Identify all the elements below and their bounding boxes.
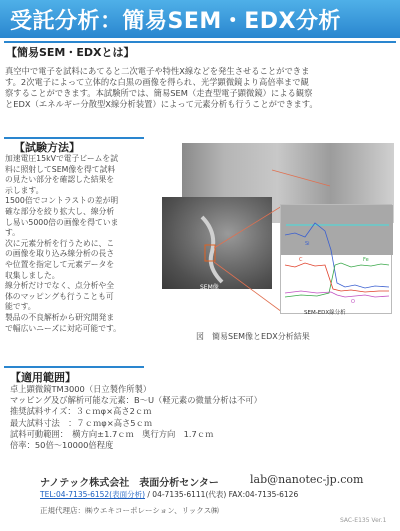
edx-image-strip (281, 205, 393, 255)
scope-line: 試料可動範囲： 横方向±1.7ｃｍ 奥行方向 1.7ｃｍ (10, 428, 214, 439)
method-line: で幅広いニーズに対応可能です。 (5, 323, 121, 333)
tel-fax-text: / 04-7135-6111(代表) FAX:04-7135-6126 (145, 490, 299, 499)
edx-plot (281, 205, 393, 315)
section1-title: 【簡易SEM・EDXとは】 (6, 46, 135, 59)
method-line: の見たい部分を確認した結果を (5, 175, 115, 185)
edx-label-si: Si (305, 241, 310, 247)
edx-label-fe: Fe (363, 257, 369, 263)
sem-label: SEM像 (200, 284, 219, 291)
tel-link[interactable]: TEL:04-7135-6152(表面分析) (40, 490, 146, 499)
contact-line (40, 489, 298, 500)
method-line: 製品の不良解析から研究開発ま (5, 312, 115, 322)
method-line: 示します。 (5, 185, 44, 195)
scope-line: 推奨試料サイズ：３ｃｍφ×高さ2ｃｍ (10, 406, 152, 417)
scope-line: 最大試料寸法 ：７ｃｍφ×高さ5ｃｍ (10, 417, 153, 428)
edx-series-o (285, 291, 389, 297)
method-line: 体のマッピングも行うことも可 (5, 291, 114, 301)
edx-series-c (285, 263, 389, 292)
method-line: 線分析だけでなく、点分析や全 (5, 281, 114, 291)
method-line: や位置を指定して元素データを (5, 259, 115, 269)
intro-line: 真空中で電子を試料にあてると二次電子や特性X線などを発生させることができま (5, 66, 310, 76)
connector-line (214, 206, 282, 248)
method-line: 1500倍でコントラストの差が明 (5, 196, 119, 206)
edx-label-o: O (351, 299, 355, 305)
intro-line: とEDX（エネルギー分散型X線分析装置）によって元素分析も行うことができます。 (5, 99, 318, 109)
section2-title: 【試験方法】 (14, 141, 80, 154)
figure-caption: 図 簡易SEM像とEDX分析結果 (196, 332, 310, 341)
section3-title: 【適用範囲】 (10, 371, 76, 384)
scope-line: 倍率：50倍～10000倍程度 (10, 440, 114, 451)
method-line: の画像を取り込み線分析の長さ (5, 249, 115, 259)
scope-line: マッピング及び解析可能な元素：B～U（軽元素の微量分析は不可） (10, 395, 262, 406)
method-line: 確な部分を絞り拡大し、線分析 (5, 206, 115, 216)
scope-line: 卓上顕微鏡TM3000（日立製作所製） (10, 384, 152, 394)
method-line: 次に元素分析を行うために、こ (5, 238, 115, 248)
intro-line: す。2次電子によって立体的な白黒の画像を得られ、光学顕微鏡より高倍率まで観 (5, 77, 309, 87)
method-line: し易い5000倍の画像を得ていま (5, 217, 119, 227)
method-line: 料に照射してSEM像を得て試料 (5, 164, 116, 174)
method-line: 能です。 (5, 302, 36, 312)
agents-text: 正規代理店：㈱ウエキコーポレーション、リックス㈱ (40, 506, 219, 515)
intro-line: 察することができます。本試験所では、簡易SEM（走査型電子顕微鏡）による観察 (5, 88, 313, 98)
edx-line-analysis-panel (280, 204, 392, 314)
document-code: SAC-E135 Ver.1 (340, 517, 387, 524)
method-line: 収集しました。 (5, 270, 60, 280)
company-name: ナノテック株式会社 表面分析センター (40, 478, 219, 489)
edx-series-fe (285, 263, 389, 297)
scope-text (10, 384, 390, 451)
method-line: 加速電圧15kVで電子ビームを試 (5, 154, 119, 163)
email-link[interactable]: lab@nanotec-jp.com (250, 473, 364, 486)
connector-line (214, 262, 282, 312)
page-title: 受託分析：簡易SEM・EDX分析 (10, 9, 342, 34)
section3-rule (4, 366, 144, 368)
edx-label-c: C (299, 257, 303, 263)
edx-label: SEM-EDX線分析 (304, 310, 346, 316)
method-line: す。 (5, 228, 20, 238)
connector-line (272, 170, 330, 186)
